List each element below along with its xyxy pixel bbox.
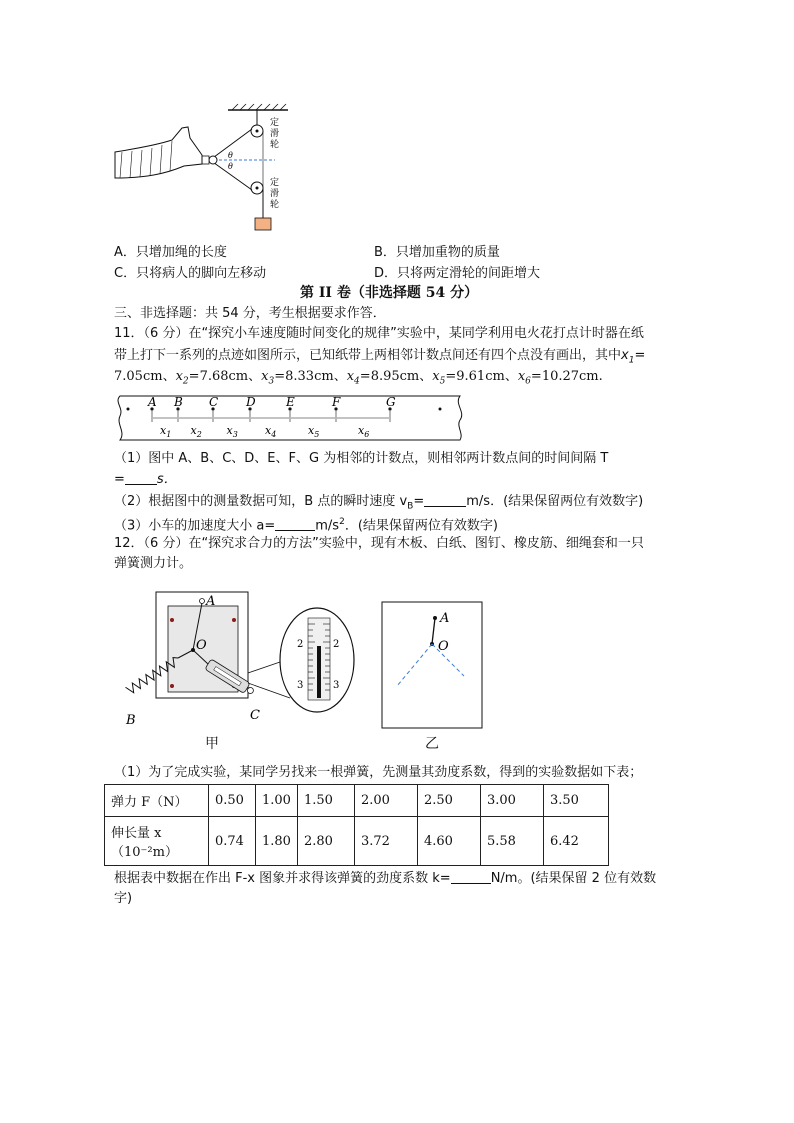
table-header-extension — [105, 817, 209, 866]
scale-label-right-2: 2 — [333, 639, 340, 650]
q11-sub3-tail: ．(结果保留两位有效数字) — [344, 518, 498, 534]
table-cell: 4.60 — [417, 817, 480, 866]
table-cell: 2.80 — [297, 817, 354, 866]
figure-yi — [380, 600, 486, 730]
table-header-force: 弹力 F（N） — [105, 785, 209, 817]
fig-jia-label-O: O — [196, 638, 207, 653]
theta-label-top: θ — [228, 151, 233, 160]
table-cell: 0.50 — [209, 785, 256, 817]
paper-tape-figure — [114, 394, 466, 444]
table-cell: 2.50 — [417, 785, 480, 817]
extension-header-line2: （10⁻²m） — [111, 845, 178, 860]
x4-value: 8.95cm — [370, 369, 420, 384]
q12-after-text: 根据表中数据在作出 F-x 图象并求得该弹簧的劲度系数 k= — [114, 871, 451, 886]
option-c-letter: C． — [114, 266, 137, 281]
pulley-top-label-1: 定 — [270, 118, 280, 128]
x5-sub: 5 — [439, 376, 446, 387]
q12-line1: 12．（6 分）在“探究求合力的方法”实验中，现有木板、白纸、图钉、橡皮筋、细绳套和一只 — [114, 536, 644, 551]
fig-jia-label-A: A — [206, 594, 216, 609]
q11-sub2-text: （2）根据图中的测量数据可知，B 点的瞬时速度 v — [114, 494, 408, 509]
q11-line2-text: 带上打下一系列的点迹如图所示，已知纸带上两相邻计数点间还有四个点没有画出，其中 — [114, 348, 622, 363]
tape-segment-label-x1: $x_1$ — [160, 424, 172, 439]
option-a-text: 只增加绳的长度 — [135, 245, 227, 260]
option-d-text: 只将两定滑轮的间距增大 — [397, 266, 541, 281]
x4-sub: 4 — [354, 376, 360, 387]
tape-segment-label-x3: $x_3$ — [226, 424, 238, 439]
q12-after-table-line2: 字) — [114, 891, 133, 906]
scale-label-left-2: 2 — [297, 639, 304, 650]
x3-sub: 3 — [268, 376, 275, 387]
section3-header: 三、非选择题：共 54 分，考生根据要求作答． — [114, 306, 386, 321]
q12-sub1: （1）为了完成实验，某同学另找来一根弹簧，先测量其劲度系数，得到的实验数据如下表； — [114, 765, 643, 780]
pulley-top-label-2: 滑 — [270, 129, 280, 139]
q11-sub1-line1: （1）图中 A、B、C、D、E、F、G 为相邻的计数点，则相邻两计数点间的时间间隔 T — [114, 451, 609, 466]
q11-sub3-text: （3）小车的加速度大小 a= — [114, 518, 276, 534]
pulley-bottom-label-3: 轮 — [270, 200, 280, 210]
x3-value: 8.33cm — [285, 369, 334, 384]
table-cell: 3.00 — [480, 785, 543, 817]
spring-data-table — [104, 784, 609, 866]
q12-after-table — [114, 869, 656, 889]
table-cell: 3.50 — [543, 785, 608, 817]
x1-value: 7.05cm — [114, 369, 163, 384]
table-row — [105, 785, 609, 817]
tape-label-C: C — [209, 395, 219, 409]
option-a-letter: A． — [114, 245, 136, 260]
table-cell: 1.80 — [256, 817, 298, 866]
tape-label-A: A — [148, 395, 157, 409]
tape-label-G: G — [386, 395, 396, 409]
q11-sub1-unit: s． — [156, 472, 177, 487]
x6-value: 10.27cm — [541, 369, 599, 384]
q11-sub3 — [114, 512, 498, 536]
fig-jia-label-C: C — [250, 708, 260, 723]
fig-jia-label-B: B — [126, 713, 136, 728]
x5-value: 9.61cm — [456, 369, 505, 384]
tape-segment-label-x6: $x_6$ — [358, 424, 370, 439]
theta-label-bottom: θ — [228, 162, 233, 171]
x2-value: 7.68cm — [199, 369, 249, 384]
answer-blank-vB[interactable] — [424, 492, 466, 507]
q11-data-line: 7.05cm、$x_2=7.68cm$、$x_3=8.33cm$、$x_4=8.95cm$、$x_5=9.61cm$、$x_6=10.27cm$. — [114, 369, 603, 387]
fig-yi-label-O: O — [438, 639, 449, 654]
table-cell: 3.72 — [354, 817, 417, 866]
option-b-letter: B． — [374, 245, 396, 260]
q11-sub3-unit: m/s — [315, 518, 340, 534]
tape-segment-label-x4: $x_4$ — [265, 424, 277, 439]
table-row — [105, 817, 609, 866]
figure-jia — [112, 588, 357, 728]
q11-sub3-sup: 2 — [339, 517, 345, 527]
tape-label-F: F — [332, 395, 341, 409]
extension-header-line1: 伸长量 x — [111, 826, 162, 841]
q12-after-unit: N/m。(结果保留 2 位有效数 — [490, 871, 657, 886]
pulley-bottom-label-1: 定 — [270, 178, 280, 188]
option-c-text: 只将病人的脚向左移动 — [136, 266, 267, 281]
table-cell: 2.00 — [354, 785, 417, 817]
q12-line2: 弹簧测力计。 — [114, 556, 193, 571]
part2-title: 第 II 卷（非选择题 54 分） — [300, 285, 479, 301]
q11-sub1-line2: = s． — [114, 472, 177, 487]
tape-label-D: D — [246, 395, 256, 409]
option-b-text: 只增加重物的质量 — [395, 245, 500, 260]
option-b[interactable] — [374, 243, 500, 263]
q11-sub2: （2）根据图中的测量数据可知，B 点的瞬时速度 $v_B= m/s$．(结果保留两位有效数字) — [114, 494, 644, 512]
x6-sub: 6 — [525, 376, 531, 387]
option-d[interactable] — [374, 264, 540, 284]
q11-sub2-subscript: B — [407, 501, 414, 512]
answer-blank-k[interactable] — [451, 869, 491, 884]
option-c[interactable] — [114, 264, 266, 284]
table-cell: 1.00 — [256, 785, 298, 817]
q11-sub2-unit: m/s．(结果保留两位有效数字) — [466, 494, 644, 509]
x2-sub: 2 — [182, 376, 189, 387]
table-cell: 0.74 — [209, 817, 256, 866]
fig-yi-label-A: A — [440, 611, 450, 626]
answer-blank-T[interactable] — [125, 470, 157, 485]
x1-sub: 1 — [628, 355, 635, 366]
answer-blank-a[interactable] — [275, 516, 315, 531]
caption-jia: 甲 — [205, 736, 219, 752]
tape-label-B: B — [174, 395, 183, 409]
tape-segment-label-x2: $x_2$ — [190, 424, 202, 439]
table-cell: 5.58 — [480, 817, 543, 866]
pulley-top-label-3: 轮 — [270, 140, 280, 150]
table-cell: 1.50 — [297, 785, 354, 817]
q11-line2: 带上打下一系列的点迹如图所示，已知纸带上两相邻计数点间还有四个点没有画出，其中$x_1=$ — [114, 348, 646, 366]
scale-label-left-3: 3 — [297, 680, 304, 691]
tape-label-E: E — [286, 395, 295, 409]
q11-line1: 11．（6 分）在“探究小车速度随时间变化的规律”实验中，某同学利用电火花打点计时器在纸 — [114, 326, 644, 341]
option-a[interactable] — [114, 243, 227, 263]
scale-label-right-3: 3 — [333, 680, 340, 691]
caption-yi: 乙 — [425, 736, 439, 752]
pulley-traction-figure — [110, 100, 310, 235]
pulley-bottom-label-2: 滑 — [270, 189, 280, 199]
option-d-letter: D． — [374, 266, 398, 281]
table-cell: 6.42 — [543, 817, 608, 866]
tape-segment-label-x5: $x_5$ — [308, 424, 320, 439]
